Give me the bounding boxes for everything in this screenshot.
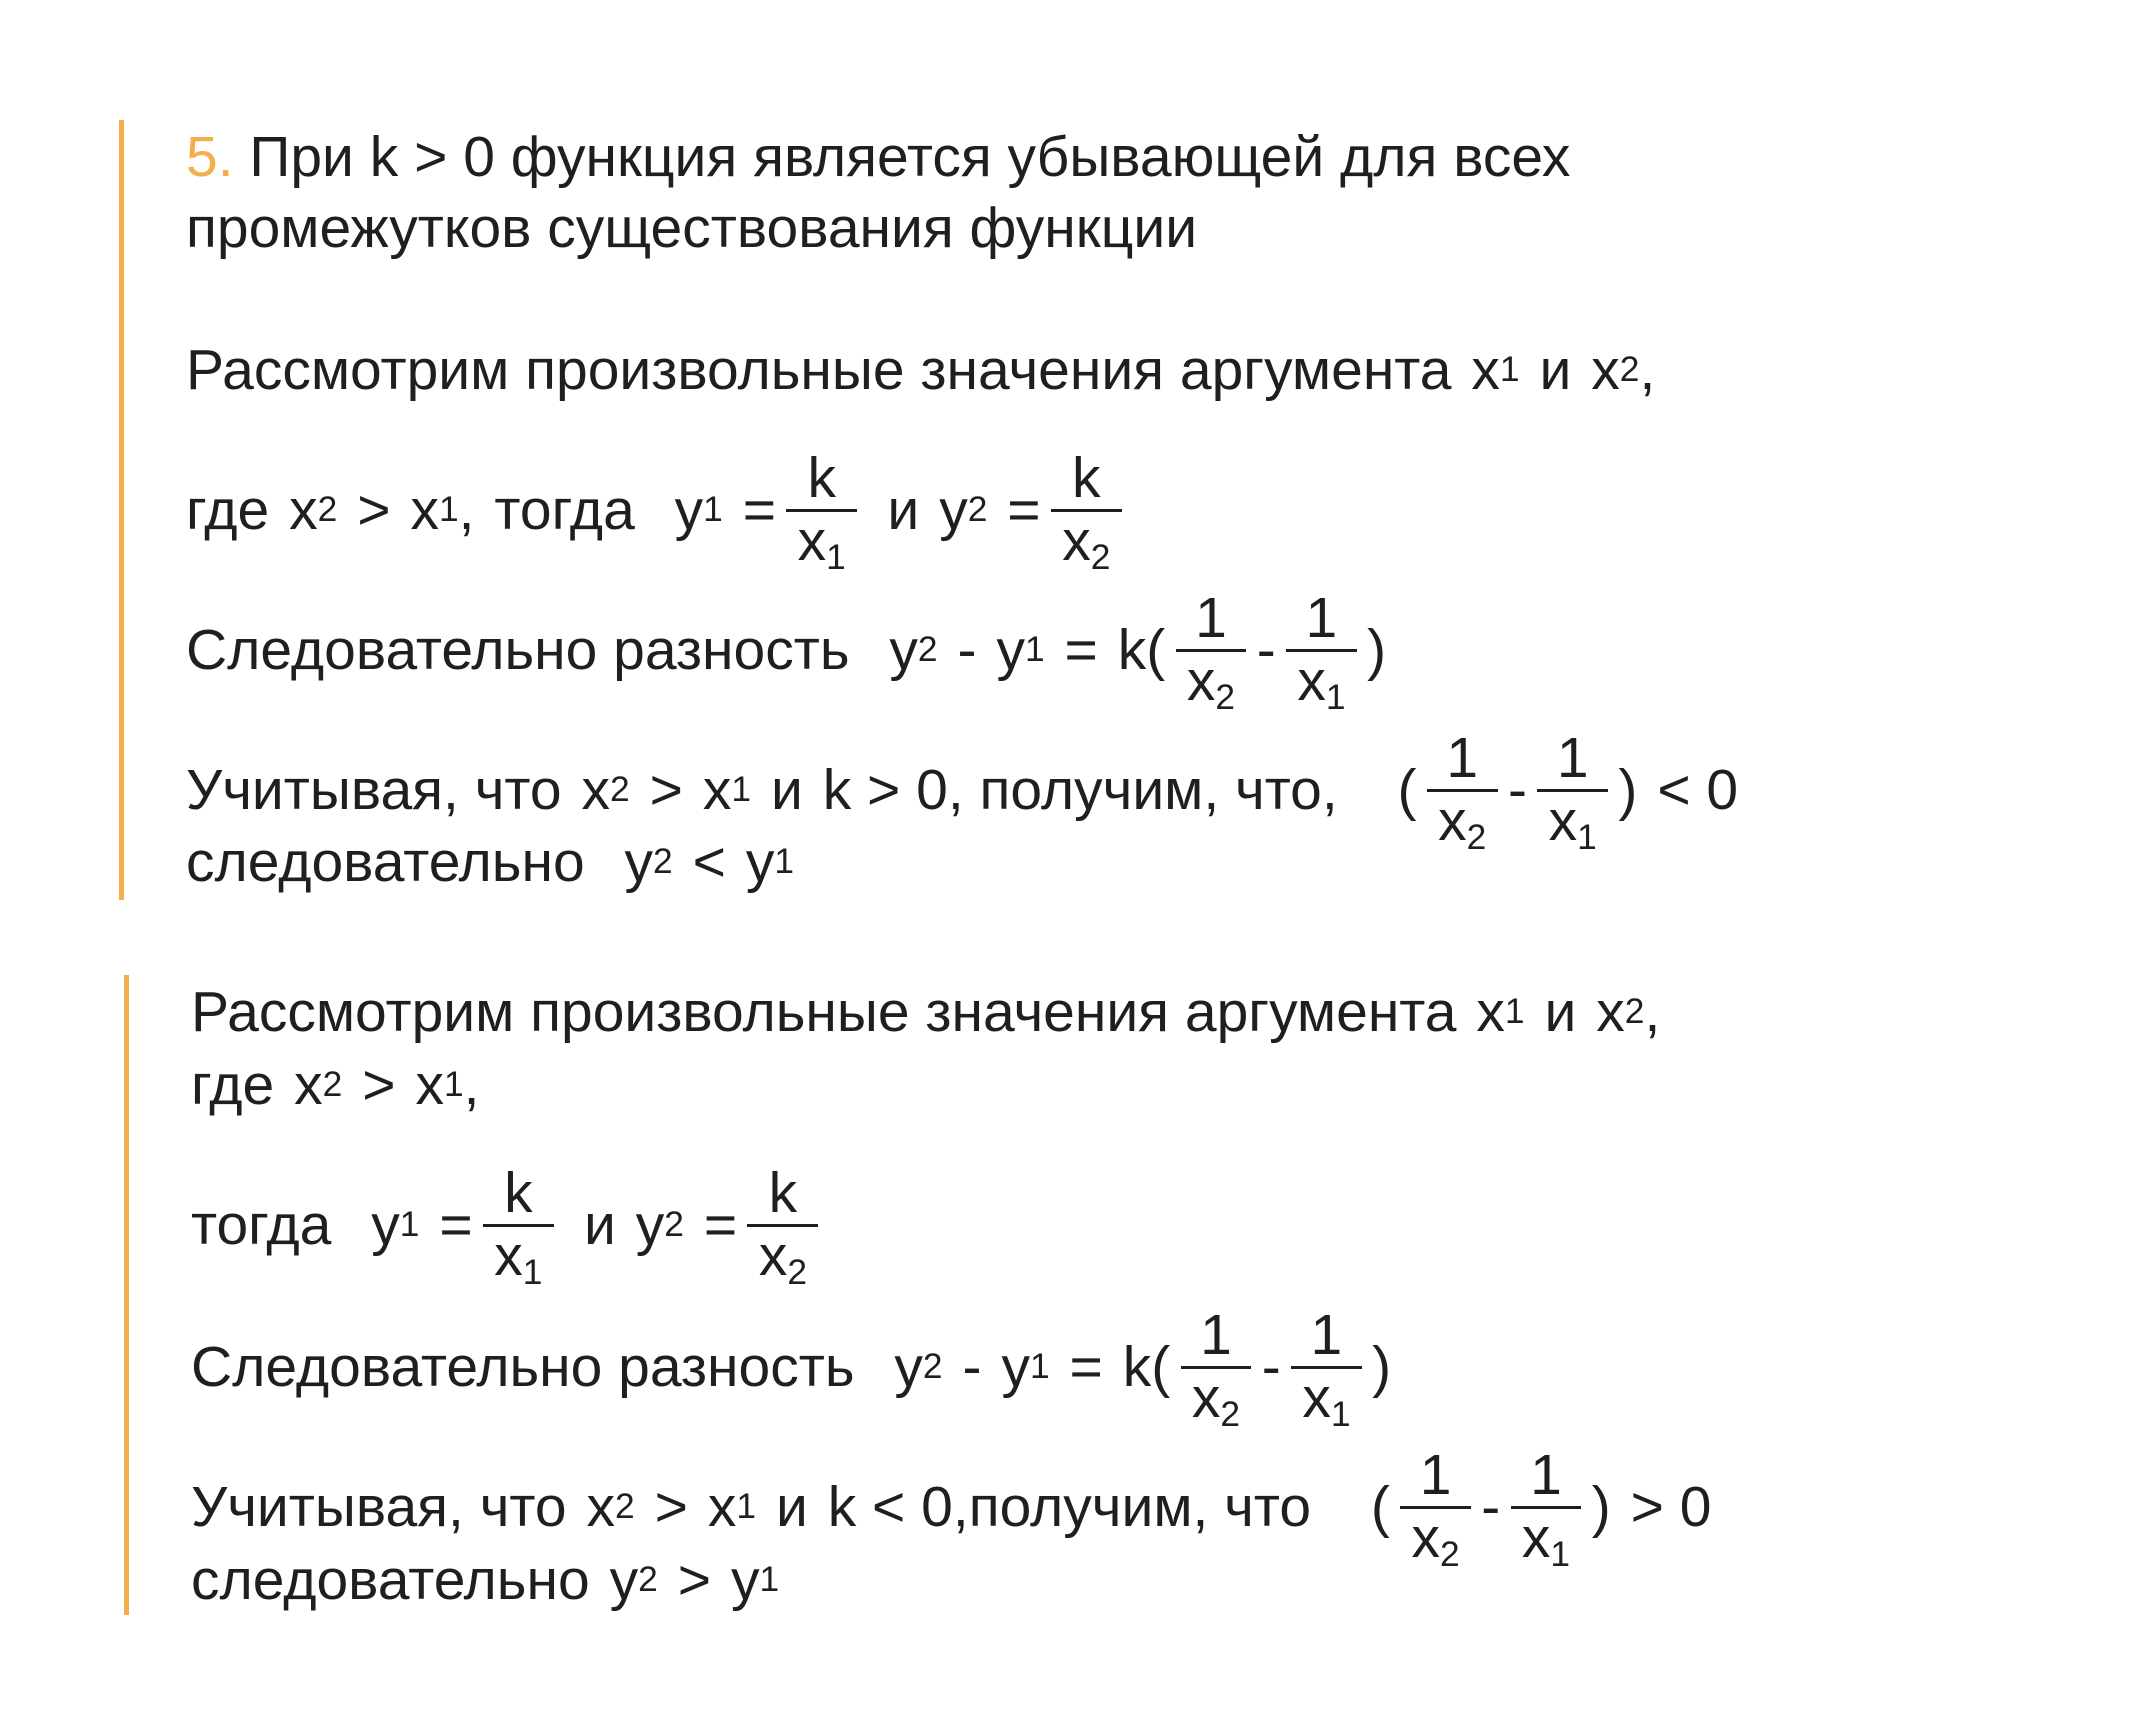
text-eq: = — [1069, 1335, 1103, 1399]
fraction — [1400, 1442, 1471, 1574]
fraction — [483, 1160, 554, 1292]
fraction-denominator — [1176, 648, 1247, 717]
text-k-open: k( — [1122, 1335, 1171, 1399]
text-conclusion: следовательно — [191, 1548, 590, 1612]
text-var: x — [1471, 338, 1500, 402]
heading-text: При k > 0 функция является убывающей для всех — [233, 125, 1571, 189]
fraction-denominator — [786, 508, 857, 577]
text-rparen: ) — [1372, 1335, 1392, 1399]
text-lt: < — [692, 830, 726, 894]
text-one: 1 — [1446, 725, 1479, 790]
accent-bar — [124, 975, 129, 1615]
difference-line: Следовательно разность y 2 - y 1 = k( $\frac{1}{x_2}$ - $\frac{1}{x_1}$ ) — [191, 1302, 1392, 1434]
text-gt: > — [654, 1475, 688, 1539]
text-k-open: k( — [1117, 618, 1166, 682]
text-conclusion: следовательно — [186, 830, 585, 894]
fraction-k-over-x2 — [1051, 445, 1122, 577]
text-y: y — [371, 1193, 400, 1257]
text-rparen: ) — [1618, 758, 1638, 822]
text-one: 1 — [1556, 725, 1589, 790]
text-eq: = — [742, 478, 777, 542]
then-line: тогда y 1 = $\frac{k}{x_1}$ и y 2 = $\frac{k}{x_2}$ — [191, 1145, 829, 1305]
text-k: k — [504, 1160, 533, 1225]
text-minus: - — [1481, 1475, 1501, 1539]
text-var: x — [1596, 980, 1625, 1044]
text-s2: 2 — [1440, 1534, 1460, 1574]
text-y: y — [939, 478, 968, 542]
fraction-denominator — [747, 1223, 818, 1292]
text-gt: > — [677, 1548, 711, 1612]
fraction-denominator — [1286, 648, 1357, 717]
text-consider: Рассмотрим произвольные значения аргумента — [186, 338, 1452, 402]
text-and: и — [770, 758, 803, 822]
text-y: y — [996, 618, 1025, 682]
fraction — [1511, 1442, 1582, 1574]
text-y: y — [624, 830, 654, 894]
conclusion-line: следовательно y 2 > y 1 — [191, 1548, 780, 1612]
text-one: 1 — [1305, 585, 1338, 650]
text-var: x — [1591, 338, 1620, 402]
text-s1: 1 — [1325, 677, 1346, 717]
given-line: Учитывая, что x 2 > x 1 и k > 0, получим, что, ( $\frac{1}{x_2}$ - $\frac{1}{x_1}$ ) < 0 — [186, 725, 1739, 857]
text-eq: = — [1064, 618, 1098, 682]
text-gt: > — [362, 1053, 396, 1117]
text-k: k — [768, 1160, 798, 1225]
text-rparen: ) — [1591, 1475, 1611, 1539]
text-var: x — [415, 1053, 444, 1117]
fraction — [747, 1160, 818, 1292]
text-s1: 1 — [826, 537, 846, 577]
fraction-denominator — [1537, 788, 1608, 857]
fraction-denominator — [1427, 788, 1498, 857]
text-var: x — [289, 478, 318, 542]
text-minus: - — [1256, 618, 1276, 682]
text-var: x — [410, 478, 439, 542]
text-k: k — [1072, 445, 1101, 510]
fraction-denominator — [483, 1223, 554, 1292]
text-var: x — [1411, 1505, 1440, 1570]
text-y: y — [674, 478, 704, 542]
text-eq: = — [439, 1193, 473, 1257]
text-minus: - — [957, 618, 977, 682]
difference-line: Следовательно разность y 2 - y 1 = k( $\frac{1}{x_2}$ - $\frac{1}{x_1}$ ) — [186, 585, 1387, 717]
text-var: x — [1438, 788, 1467, 853]
text-comma: , — [463, 1053, 480, 1117]
text-y: y — [730, 1548, 760, 1612]
text-one: 1 — [1419, 1442, 1452, 1507]
fraction — [1537, 725, 1608, 857]
text-var: x — [1476, 980, 1505, 1044]
text-and: и — [775, 1475, 808, 1539]
text-var: x — [1297, 648, 1326, 713]
fraction-denominator — [1511, 1505, 1582, 1574]
text-k-cond: k < 0,получим, что — [827, 1475, 1312, 1539]
text-comma: , — [1639, 338, 1656, 402]
fraction-denominator — [1400, 1505, 1471, 1574]
text-and: и — [1544, 980, 1577, 1044]
text-comma: , — [458, 478, 475, 542]
text-var: x — [1062, 508, 1091, 573]
text-where: где — [191, 1053, 275, 1117]
fraction — [1291, 1302, 1362, 1434]
accent-bar — [119, 120, 124, 900]
text-gt: > — [649, 758, 683, 822]
fraction-denominator — [1181, 1365, 1252, 1434]
text-var: x — [797, 508, 827, 573]
text-hence-diff: Следовательно разность — [186, 618, 850, 682]
text-var: x — [707, 1475, 737, 1539]
text-given-prefix: Учитывая, что — [186, 758, 562, 822]
text-and: и — [584, 1193, 616, 1257]
text-heading-line2: промежутков существования функции — [186, 196, 1198, 260]
consider-line: Рассмотрим произвольные значения аргумента x 1 и x 2 , — [186, 338, 1656, 402]
text-where: где — [186, 478, 270, 542]
heading-line-2 — [186, 148, 1197, 308]
heading-number: 5. — [186, 125, 234, 189]
text-rparen: ) — [1367, 618, 1387, 682]
text-s2: 2 — [1220, 1394, 1241, 1434]
text-var: x — [1186, 648, 1216, 713]
text-one: 1 — [1200, 1302, 1232, 1367]
text-one: 1 — [1195, 585, 1227, 650]
text-s1: 1 — [1550, 1534, 1571, 1574]
text-var: x — [1302, 1365, 1331, 1430]
fraction-denominator — [1051, 508, 1122, 577]
text-s1: 1 — [1330, 1394, 1351, 1434]
text-gt: > — [357, 478, 391, 542]
text-s1: 1 — [522, 1252, 543, 1292]
text-k-cond: k > 0, получим, что, — [822, 758, 1338, 822]
text-minus: - — [1261, 1335, 1281, 1399]
text-var: x — [1191, 1365, 1221, 1430]
text-eq: = — [1007, 478, 1041, 542]
text-s2: 2 — [1090, 537, 1111, 577]
text-one: 1 — [1310, 1302, 1343, 1367]
text-s2: 2 — [787, 1252, 807, 1292]
text-y: y — [894, 1335, 923, 1399]
text-hence-diff: Следовательно разность — [191, 1335, 855, 1399]
fraction-1-over-x1 — [1286, 585, 1357, 717]
text-given-prefix: Учитывая, что — [191, 1475, 567, 1539]
consider-line: Рассмотрим произвольные значения аргумента x 1 и x 2 , — [191, 980, 1661, 1044]
fraction-denominator — [1291, 1365, 1362, 1434]
text-y: y — [1001, 1335, 1030, 1399]
fraction-k-over-x1 — [786, 445, 857, 577]
text-result-rel: < 0 — [1657, 758, 1739, 822]
text-lparen: ( — [1370, 1475, 1390, 1539]
text-y: y — [745, 830, 775, 894]
fraction — [1181, 1302, 1252, 1434]
given-line: Учитывая, что x 2 > x 1 и k < 0,получим, что ( $\frac{1}{x_2}$ - $\frac{1}{x_1}$ ) > 0 — [191, 1442, 1712, 1574]
text-var: x — [294, 1053, 323, 1117]
text-var: x — [1548, 788, 1578, 853]
text-y: y — [635, 1193, 665, 1257]
text-lparen: ( — [1397, 758, 1417, 822]
where-then-line: где x 2 > x 1 , тогда y 1 = $\frac{k}{x_1}$ и y 2 = $\frac{k}{x_2}$ — [186, 430, 1132, 590]
text-and: и — [887, 478, 920, 542]
text-then: тогда — [191, 1193, 332, 1257]
text-s2: 2 — [1215, 677, 1236, 717]
text-minus: - — [962, 1335, 982, 1399]
fraction-1-over-x2 — [1176, 585, 1247, 717]
text-s1: 1 — [1577, 817, 1597, 857]
text-var: x — [494, 1223, 523, 1288]
text-y: y — [609, 1548, 639, 1612]
text-minus: - — [1507, 758, 1527, 822]
text-and: и — [1539, 338, 1572, 402]
text-y: y — [889, 618, 918, 682]
text-result-rel: > 0 — [1630, 1475, 1712, 1539]
text-var: x — [1521, 1505, 1551, 1570]
text-one: 1 — [1530, 1442, 1562, 1507]
conclusion-line: следовательно y 2 < y 1 — [186, 830, 795, 894]
text-comma: , — [1644, 980, 1661, 1044]
text-consider: Рассмотрим произвольные значения аргумента — [191, 980, 1457, 1044]
text-var: x — [758, 1223, 788, 1288]
text-s2: 2 — [1466, 817, 1487, 857]
text-var: x — [586, 1475, 616, 1539]
text-k: k — [807, 445, 836, 510]
text-var: x — [702, 758, 732, 822]
where-line: где x 2 > x 1 , — [191, 1053, 480, 1117]
text-then: тогда — [494, 478, 635, 542]
fraction — [1427, 725, 1498, 857]
text-var: x — [581, 758, 611, 822]
text-eq: = — [703, 1193, 738, 1257]
